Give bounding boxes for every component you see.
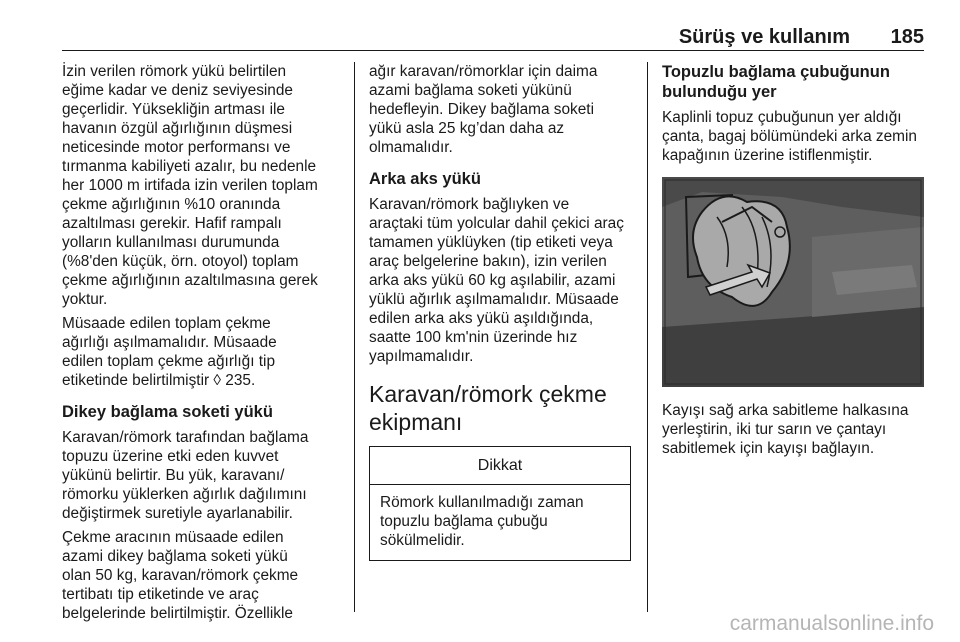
paragraph-rear-axle: Karavan/römork bağlıyken ve araçtaki tüm yolcular dahil çekici araç tamamen yüklüyken (tip etiketi veya araç belgelerine bakın), izin verilen arka aks yükü 60 kg aşılabilir, azami yüklü ağırlık aşılmamalıdır. Müsaade edilen arka aks yükü aşıldığında, saatte 100 km'nin üzerinde hız yapılmamalıdır. (369, 196, 624, 365)
paragraph-towbar-location: Kaplinli topuz çubuğunun yer aldığı çanta, bagaj bölümündeki arka zemin kapağının üzerine istiflenmiştir. (662, 109, 917, 164)
section-title: Sürüş ve kullanım (678, 26, 850, 48)
paragraph-vertical-load-1: Karavan/römork tarafından bağlama topuzu üzerine etki eden kuvvet yükünü belirtir. Bu yük, karavanı/ römorku yüklerken ağırlık dağılımını değiştirmek suretiyle ayarlanabilir. (62, 429, 309, 522)
watermark: carmanualsonline.info (729, 612, 934, 635)
page-reference-number[interactable]: 235. (221, 372, 256, 389)
paragraph-total-weight (62, 314, 344, 390)
column-3 (662, 62, 928, 463)
heading-rear-axle: Arka aks yükü (369, 170, 481, 188)
paragraph-altitude: İzin verilen römork yükü belirtilen eğime kadar ve deniz seviyesinde geçerlidir. Yüksekliğin artması ile havanın özgül ağırlığının düşmesi neticesinde motor performansı ve tırmanma kabiliyeti azalır, bu nedenle her 1000 m irtifada izin verilen toplam çekme ağırlığının %10 oranında azaltılması gerekir. Hafif rampalı yolların kullanılması durumunda (%8'den küçük, örn. otoyol) toplam çekme ağırlığının azaltılmasına gerek yoktur. (62, 63, 318, 308)
column-2 (369, 62, 631, 561)
page-reference-icon[interactable]: ◊ (213, 372, 221, 389)
paragraph-vertical-load-3: ağır karavan/römorklar için daima azami bağlama soketi yükünü hedefleyin. Dikey bağlama soketi yükü asla 25 kg’dan daha az olmamalıdır. (369, 63, 598, 156)
page-header (0, 0, 960, 52)
warning-text: Römork kullanılmadığı zaman topuzlu bağlama çubuğu sökülmelidir. (380, 494, 584, 549)
heading-vertical-load: Dikey bağlama soketi yükü (62, 403, 273, 421)
column-1 (62, 62, 344, 628)
heading-towing-equipment: Karavan/römork çekme ekipmanı (369, 381, 607, 435)
paragraph-strap-instructions: Kayışı sağ arka sabitleme halkasına yerleştirin, iki tur sarın ve çantayı sabitlemek için kayışı bağlayın. (662, 402, 909, 457)
paragraph-total-weight-text: Müsaade edilen toplam çekme ağırlığı aşılmamalıdır. Müsaade edilen toplam çekme ağırlığı tip etiketinde belirtilmiştir (62, 315, 277, 389)
warning-box (369, 446, 631, 561)
trunk-bag-illustration (662, 177, 924, 387)
paragraph-vertical-load-2: Çekme aracının müsaade edilen azami dikey bağlama soketi yükü olan 50 kg, karavan/römork çekme tertibatı tip etiketinde ve araç belgelerinde belirtilmiştir. Özellikle (62, 529, 299, 622)
heading-towbar-location: Topuzlu bağlama çubuğunun bulunduğu yer (662, 63, 890, 101)
warning-title: Dikkat (370, 447, 630, 485)
column-divider-2 (647, 62, 648, 612)
column-divider-1 (354, 62, 355, 612)
page-number: 185 (890, 26, 924, 48)
header-rule (62, 50, 924, 51)
